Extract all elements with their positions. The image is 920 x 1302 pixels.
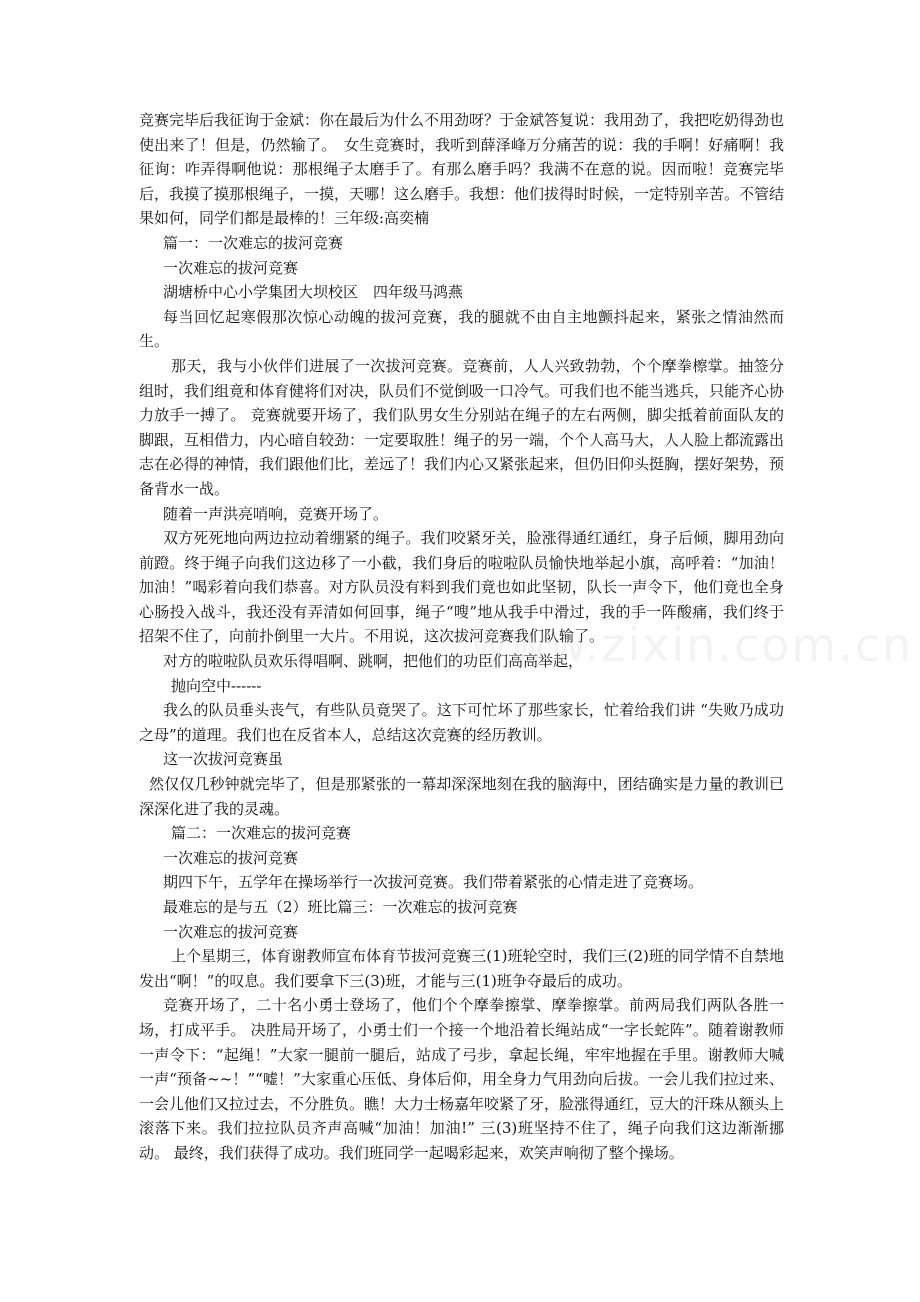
paragraph-12: 最难忘的是与五（2）班比篇三：一次难忘的拔河竞赛 bbox=[163, 898, 518, 916]
paragraph-14: 竞赛开场了，二十名小勇士登场了，他们个个摩拳擦掌、摩拳擦掌。前两局我们两队各胜一场，打成平手。 决胜局开场了，小勇士们一个接一个地沿着长绳站成“一字长蛇阵”。随着谢教师一声令下：“起绳！”大家一腿前一腿后，站成了弓步，拿起长绳，牢牢地握在手里。谢教师大喊一声“预备~~！”“嘘！”大家重心压低、身体后仰，用全身力气用劲向后拔。一会儿我们拉过来、一会儿他们又拉过去，不分胜负。瞧！大力士杨嘉年咬紧了牙，脸涨得通红，豆大的汗珠从额头上滚落下来。我们拉拉队员齐声高喊“加油！加油!” 三(3)班坚持不住了，绳子向我们这边渐渐挪动。 最终，我们获得了成功。我们班同学一起喝彩起来，欢笑声响彻了整个操场。 bbox=[139, 996, 785, 1162]
essay-title-1: 一次难忘的拔河竞赛 bbox=[163, 258, 299, 277]
paragraph-2: 每当回忆起寒假那次惊心动魄的拔河竞赛，我的腿就不由自主地颤抖起来，紧张之情油然而生。 bbox=[139, 307, 784, 351]
author-line: 湖塘桥中心小学集团大坝校区 四年级马鸿燕 bbox=[163, 283, 464, 302]
paragraph-10: 然仅仅几秒钟就完毕了，但是那紧张的一幕却深深地刻在我的脑海中，团结确实是力量的教训已深深化进了我的灵魂。 bbox=[139, 775, 784, 818]
section-heading-2: 篇二：一次难忘的拔河竞赛 bbox=[171, 824, 352, 843]
paragraph-5: 双方死死地向两边拉动着绷紧的绳子。我们咬紧牙关，脸涨得通红通红，身子后倾，脚用劲向前蹬。终于绳子向我们这边移了一小截，我们身后的啦啦队员愉快地举起小旗，高呼着：“加油！加油！”喝彩着向我们恭喜。对方队员没有料到我们竟也如此坚韧，队长一声令下，他们竟也全身心肠投入战斗，我还没有弄清如何回事，绳子“嗖”地从我手中滑过，我的手一阵酸痛，我们终于招架不住了，向前扑倒里一大片。不用说，这次拔河竞赛我们队输了。 bbox=[139, 529, 784, 646]
paragraph-4: 随着一声洪亮哨响，竞赛开场了。 bbox=[163, 504, 389, 523]
document-page bbox=[139, 108, 784, 1166]
essay-title-2: 一次难忘的拔河竞赛 bbox=[163, 848, 299, 867]
essay-title-3: 一次难忘的拔河竞赛 bbox=[163, 922, 299, 941]
paragraph-3: 那天，我与小伙伴们进展了一次拔河竞赛。竞赛前，人人兴致勃勃，个个摩拳檫掌。抽签分组时，我们组竟和体育健将们对决，队员们不觉倒吸一口冷气。可我们也不能当逃兵，只能齐心协力放手一搏了。 竞赛就要开场了，我们队男女生分别站在绳子的左右两侧，脚尖抵着前面队友的脚跟，互相借力，内心暗自较劲：一定要取胜！绳子的另一端，个个人高马大，人人脸上都流露出志在必得的神情，我们跟他们比，差远了！我们内心又紧张起来，但仍旧仰头挺胸，摆好架势，预备背水一战。 bbox=[139, 356, 785, 498]
paragraph-11: 期四下午，五学年在操场举行一次拔河竞赛。我们带着紧张的心情走进了竞赛场。 bbox=[163, 873, 704, 892]
paragraph-9: 这一次拔河竞赛虽 bbox=[163, 750, 284, 769]
paragraph-7: 抛向空中------ bbox=[171, 676, 262, 695]
watermark: www.zixin.com.cn bbox=[470, 618, 914, 672]
paragraph-13: 上个星期三，体育谢教师宣布体育节拔河竞赛三(1)班轮空时，我们三(2)班的同学情不自禁地发出“啊！”的叹息。我们要拿下三(3)班，才能与三(1)班争夺最后的成功。 bbox=[139, 947, 784, 990]
paragraph-6: 对方的啦啦队员欢乐得唱啊、跳啊，把他们的功臣们高高举起， bbox=[163, 652, 584, 671]
paragraph-1: 竞赛完毕后我征询于金斌：你在最后为什么不用劲呀？于金斌答复说：我用劲了，我把吃奶得劲也使出来了！但是，仍然输了。 女生竞赛时，我听到薛泽峰万分痛苦的说：我的手啊！好痛啊！我征询：咋弄得啊他说：那根绳子太磨手了。有那么磨手吗？我满不在意的说。因而啦！竞赛完毕后，我摸了摸那根绳子，一摸，天哪！这么磨手。我想：他们拔得时时候，一定特别辛苦。不管结果如何，同学们都是最棒的！三年级:高奕楠 bbox=[139, 111, 785, 228]
section-heading-1: 篇一：一次难忘的拔河竞赛 bbox=[163, 233, 344, 252]
paragraph-8: 我么的队员垂头丧气，有些队员竟哭了。这下可忙坏了那些家长，忙着给我们讲 “失败乃成功之母”的道理。我们也在反省本人，总结这次竞赛的经历教训。 bbox=[139, 701, 784, 744]
